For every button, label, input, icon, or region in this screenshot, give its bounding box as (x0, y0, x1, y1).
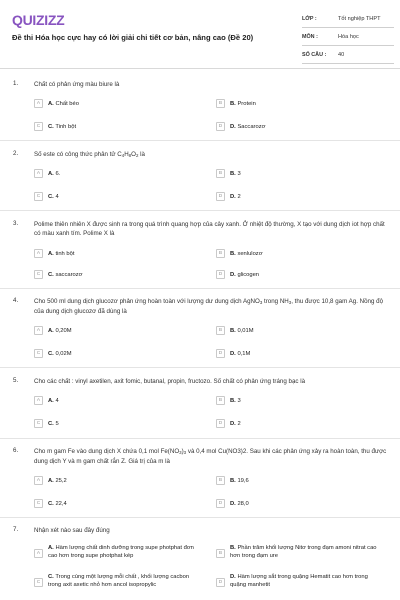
document-title: Đề thi Hóa học cực hay có lời giải chi tiết cơ bản, nâng cao (Đề 20) (12, 33, 254, 42)
question-text: Cho các chất : vinyl axetilen, axit fomic, butanal, propin, fructozo. Số chất có phản ứng tráng bạc là (34, 378, 306, 385)
option-label: B. (230, 101, 236, 107)
option-c[interactable] (34, 417, 204, 431)
option-text: 6. (55, 171, 61, 177)
option-text: 19,6 (237, 478, 249, 484)
option-a[interactable] (34, 394, 204, 408)
option-text: Chất béo (55, 101, 79, 107)
option-text: 3 (237, 171, 241, 177)
option-text: 2 (237, 194, 241, 200)
option-letter-box: B (216, 249, 225, 258)
option-a[interactable] (34, 474, 204, 488)
question-text: Nhận xét nào sau đây đúng (34, 527, 110, 534)
option-letter-box: C (34, 578, 43, 587)
meta-label: LỚP : (302, 16, 317, 22)
option-text: Tinh bột (55, 124, 77, 130)
option-d[interactable] (216, 268, 386, 282)
option-c[interactable] (34, 572, 204, 596)
option-label: D. (230, 574, 236, 580)
question-text: Cho 500 ml dung dịch glucozơ phản ứng hoàn toàn với lượng dư dung dịch AgNO$_3$ trong $NH_3$, thu được 10,8 gam Ag. Nồng độ của dung dịch glucozơ đã dùng là (34, 298, 384, 315)
meta-value: Tốt nghiệp THPT (338, 16, 381, 22)
option-text: 0,01M (237, 328, 254, 334)
option-a[interactable] (34, 324, 204, 338)
meta-row-question-count (302, 50, 394, 64)
option-b[interactable] (216, 167, 386, 181)
option-label: C. (48, 351, 54, 357)
meta-value: Hóa học (338, 34, 359, 40)
option-c[interactable] (34, 190, 204, 204)
option-label: A. (48, 328, 54, 334)
option-label: D. (230, 124, 236, 130)
option-text: xenlulozơ (237, 251, 263, 257)
option-label: D. (230, 194, 236, 200)
option-b[interactable] (216, 474, 386, 488)
page-header (0, 0, 400, 64)
option-letter-box: A (34, 169, 43, 178)
option-letter-box: C (34, 349, 43, 358)
question-text: Số este có công thức phân tử $C_4H_8O_2$ là (34, 151, 145, 158)
option-label: D. (230, 501, 236, 507)
question-number: 7. (13, 526, 19, 533)
option-a[interactable] (34, 167, 204, 181)
question-number: 3. (13, 220, 19, 227)
option-letter-box: D (216, 499, 225, 508)
question-divider (0, 288, 400, 289)
document-meta (302, 14, 394, 68)
option-d[interactable] (216, 120, 386, 134)
option-text: 0,1M (237, 351, 251, 357)
option-letter-box: A (34, 549, 43, 558)
question-number: 4. (13, 297, 19, 304)
meta-label: MÔN : (302, 34, 318, 40)
option-text: tinh bột (55, 251, 75, 257)
option-b[interactable] (216, 394, 386, 408)
meta-label: SỐ CÂU : (302, 52, 327, 58)
option-letter-box: D (216, 122, 225, 131)
option-text: saccarozơ (55, 272, 83, 278)
option-c[interactable] (34, 347, 204, 361)
option-label: C. (48, 421, 54, 427)
option-text: 22,4 (55, 501, 67, 507)
question-number: 2. (13, 150, 19, 157)
question-text: Chất có phản ứng màu biure là (34, 81, 120, 88)
option-label: D. (230, 351, 236, 357)
question-divider (0, 517, 400, 518)
option-b[interactable] (216, 543, 386, 567)
option-letter-box: B (216, 326, 225, 335)
option-text: Trong cùng một lượng mỗi chất , khối lượng cacbon trong axit axetic nhỏ hơn ancol isopropylic (48, 574, 190, 588)
option-text: 2 (237, 421, 241, 427)
option-label: C. (48, 124, 54, 130)
option-b[interactable] (216, 247, 386, 261)
option-label: B. (230, 328, 236, 334)
option-text: Hàm lượng chất dinh dưỡng trong supe photphat đơn cao hơn trong supe photphat kép (48, 545, 194, 559)
option-d[interactable] (216, 190, 386, 204)
option-text: 28,0 (237, 501, 249, 507)
option-d[interactable] (216, 347, 386, 361)
option-d[interactable] (216, 572, 386, 596)
option-letter-box: C (34, 419, 43, 428)
question-number: 1. (13, 80, 19, 87)
option-letter-box: B (216, 549, 225, 558)
option-text: glicogen (237, 272, 260, 278)
option-text: 0,20M (55, 328, 72, 334)
option-label: A. (48, 101, 54, 107)
question-divider (0, 140, 400, 141)
option-letter-box: A (34, 396, 43, 405)
option-label: B. (230, 478, 236, 484)
option-label: D. (230, 421, 236, 427)
option-letter-box: D (216, 270, 225, 279)
question-text: Polime thiên nhiên X được sinh ra trong quá trình quang hợp của cây xanh. Ở nhiệt độ thường, X tạo với dung dịch iot hợp chất có màu xanh tím. Polime X là (34, 221, 385, 237)
option-label: C. (48, 574, 54, 580)
option-label: D. (230, 272, 236, 278)
option-label: C. (48, 194, 54, 200)
option-text: 3 (237, 398, 241, 404)
option-letter-box: C (34, 122, 43, 131)
option-text: 4 (55, 194, 59, 200)
option-letter-box: C (34, 499, 43, 508)
option-letter-box: C (34, 192, 43, 201)
meta-value: 40 (338, 52, 345, 58)
option-label: A. (48, 545, 54, 551)
option-a[interactable] (34, 543, 204, 567)
option-d[interactable] (216, 417, 386, 431)
question-text: Cho m gam Fe vào dung dịch X chứa 0,1 mol $Fe(NO_3)_3$ và 0,4 mol Cu(NO3)2. Sau khi các phản ứng xảy ra hoàn toàn, thu được dung dịch Y và m gam chất rắn Z. Giá trị của m là (34, 448, 387, 465)
option-letter-box: B (216, 396, 225, 405)
meta-row-subject (302, 32, 394, 46)
option-text: 0,02M (55, 351, 72, 357)
option-c[interactable] (34, 120, 204, 134)
option-b[interactable] (216, 324, 386, 338)
option-b[interactable] (216, 97, 386, 111)
option-text: 25,2 (55, 478, 67, 484)
option-letter-box: B (216, 476, 225, 485)
question-number: 6. (13, 447, 19, 454)
option-letter-box: B (216, 99, 225, 108)
option-text: 5 (55, 421, 59, 427)
question-divider (0, 438, 400, 439)
question-divider (0, 210, 400, 211)
option-letter-box: D (216, 419, 225, 428)
quizizz-logo: QUIZIZZ (12, 12, 65, 28)
option-a[interactable] (34, 247, 204, 261)
option-c[interactable] (34, 497, 204, 511)
option-letter-box: A (34, 99, 43, 108)
question-number: 5. (13, 377, 19, 384)
option-text: Phần trăm khối lượng Nitơ trong đạm amoni nitrat cao hơn trong đạm ure (230, 545, 377, 559)
option-letter-box: D (216, 349, 225, 358)
option-c[interactable] (34, 268, 204, 282)
option-label: A. (48, 171, 54, 177)
option-label: B. (230, 171, 236, 177)
option-label: A. (48, 398, 54, 404)
option-d[interactable] (216, 497, 386, 511)
option-letter-box: A (34, 249, 43, 258)
option-letter-box: D (216, 192, 225, 201)
option-label: B. (230, 251, 236, 257)
option-text: Saccarozơ (237, 124, 266, 130)
header-divider (0, 68, 400, 69)
option-label: C. (48, 272, 54, 278)
option-a[interactable] (34, 97, 204, 111)
option-letter-box: D (216, 578, 225, 587)
option-label: C. (48, 501, 54, 507)
option-letter-box: B (216, 169, 225, 178)
option-text: 4 (55, 398, 59, 404)
option-letter-box: C (34, 270, 43, 279)
meta-row-grade (302, 14, 394, 28)
option-text: Hàm lượng sắt trong quặng Hematit cao hơn trong quặng manhetit (230, 574, 368, 588)
question-divider (0, 367, 400, 368)
option-letter-box: A (34, 476, 43, 485)
option-text: Protein (237, 101, 256, 107)
option-label: A. (48, 478, 54, 484)
option-letter-box: A (34, 326, 43, 335)
option-label: B. (230, 545, 236, 551)
option-label: A. (48, 251, 54, 257)
option-label: B. (230, 398, 236, 404)
